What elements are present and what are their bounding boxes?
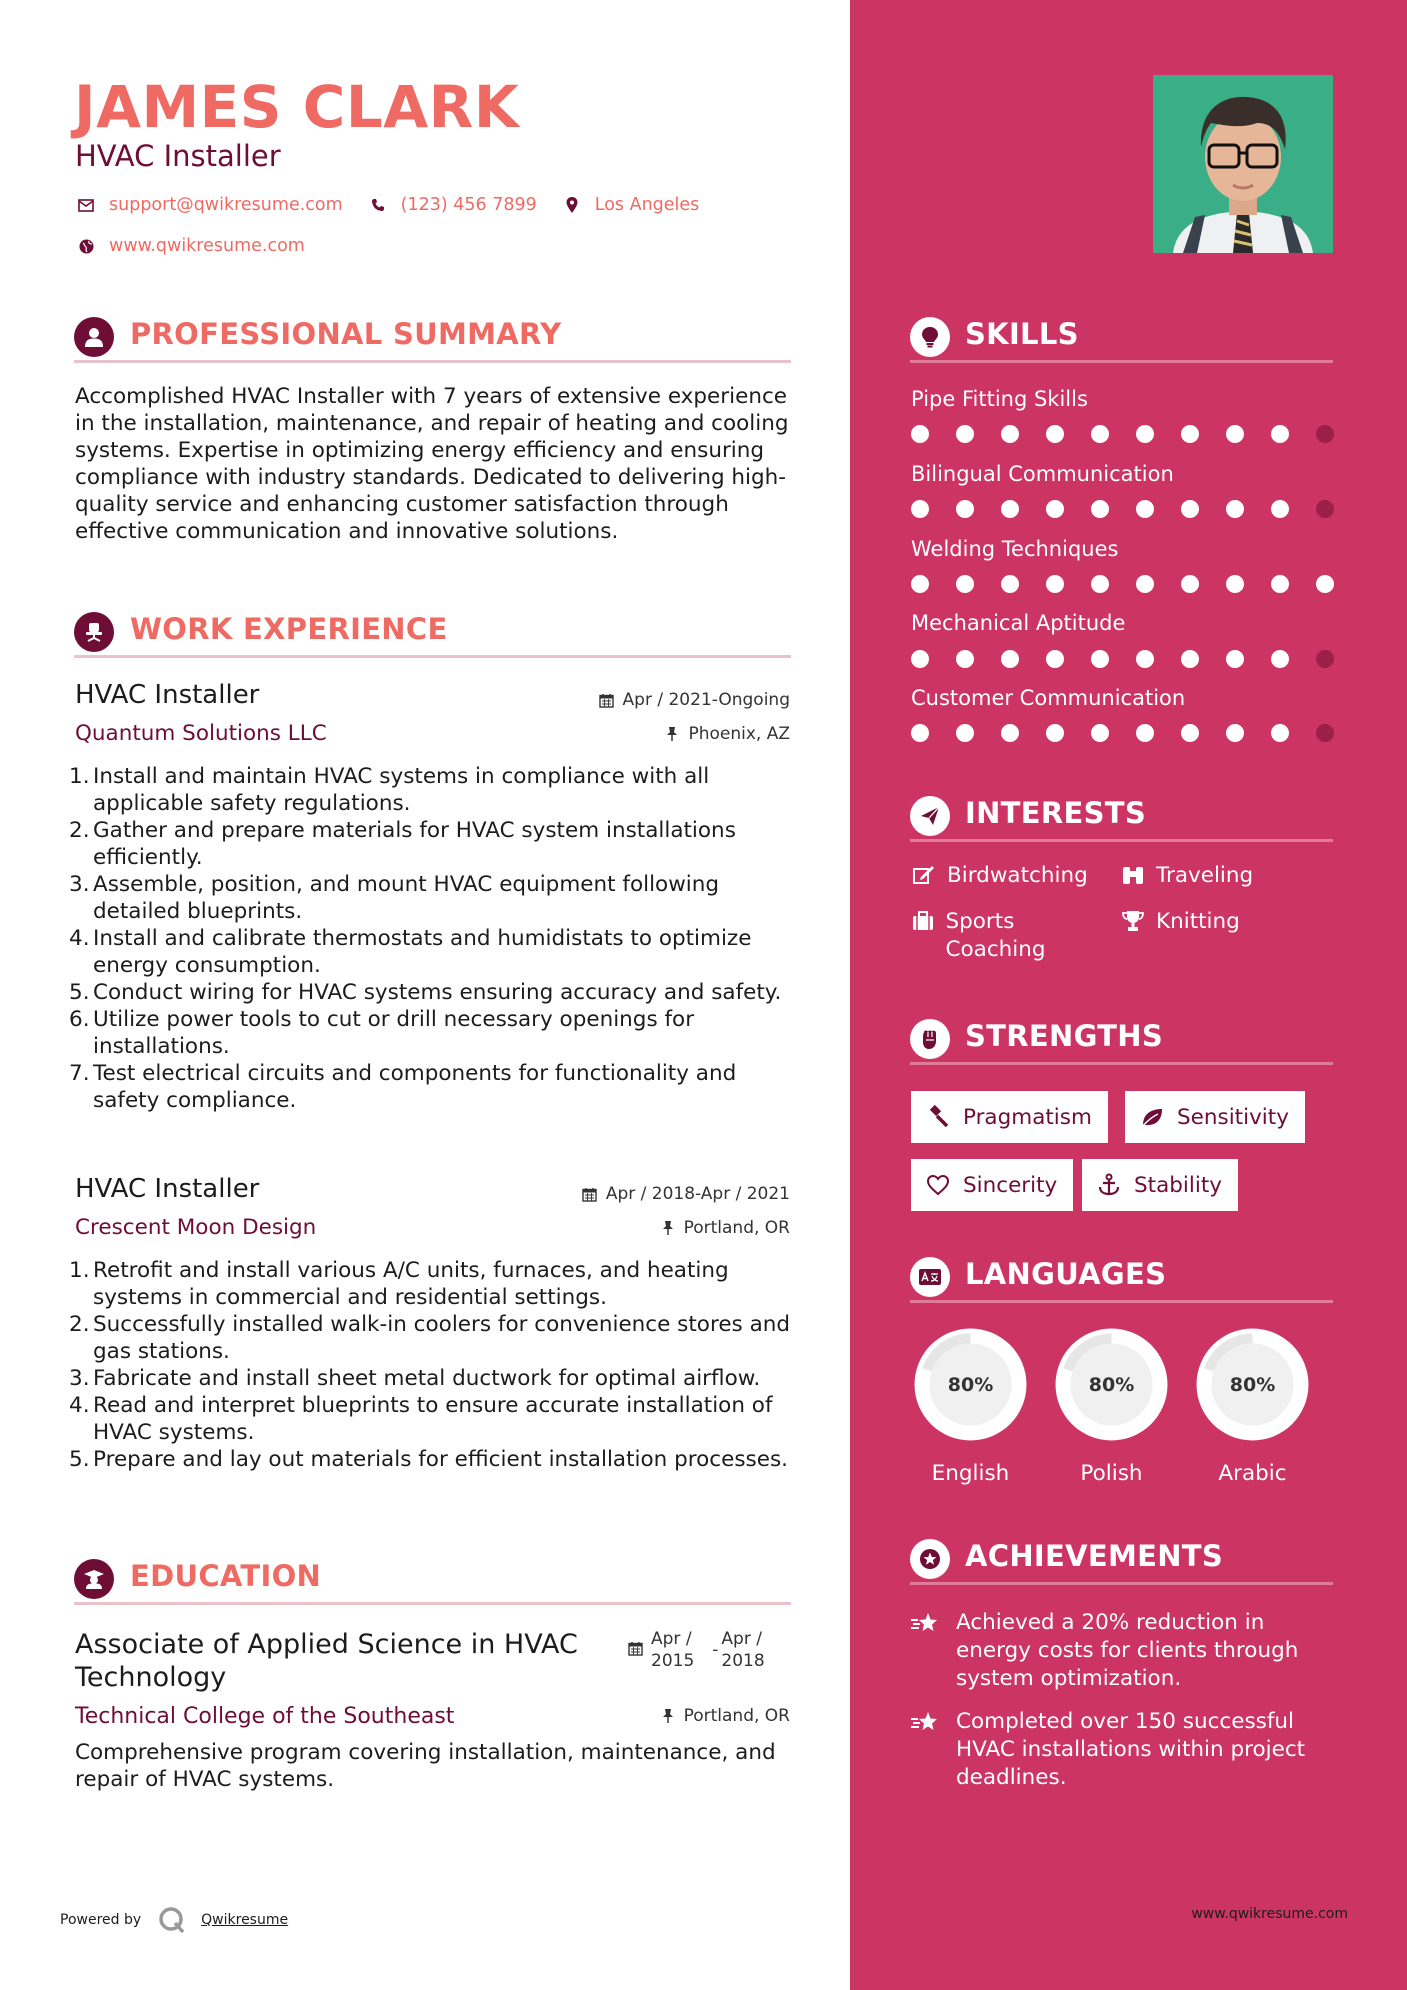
education-dates	[628, 1628, 765, 1672]
skill-rating	[911, 425, 1361, 443]
fist-icon	[910, 1019, 950, 1059]
education-title: EDUCATION	[130, 1559, 322, 1593]
rating-dot-filled	[1271, 724, 1289, 742]
rating-dot-filled	[1271, 425, 1289, 443]
interest-label: Traveling	[1156, 863, 1254, 888]
powered-by	[60, 1905, 288, 1935]
job-title: HVAC Installer	[75, 680, 260, 710]
language-progress-ring	[908, 1322, 1033, 1447]
interest-label: Sports Coaching	[945, 909, 1046, 962]
rating-dot-filled	[1136, 575, 1154, 593]
language-progress-ring	[1190, 1322, 1315, 1447]
education-end	[721, 1628, 764, 1672]
job-dates	[599, 690, 790, 710]
strengths-title: STRENGTHS	[965, 1019, 1164, 1053]
job-location	[660, 1218, 790, 1238]
job-dates-text: Apr / 2018-Apr / 2021	[605, 1184, 790, 1204]
rating-dot-filled	[1091, 500, 1109, 518]
strength-badge	[911, 1159, 1073, 1211]
rating-dot-filled	[1181, 650, 1199, 668]
strength-label: Sincerity	[963, 1172, 1058, 1198]
strength-badge	[1125, 1091, 1305, 1143]
list-item: Read and interpret blueprints to ensure accurate installation of HVAC systems.	[93, 1393, 773, 1445]
job-location	[664, 724, 790, 744]
interests-section-header	[910, 792, 1333, 842]
interests-title: INTERESTS	[965, 796, 1147, 830]
anchor-icon	[1096, 1172, 1122, 1198]
language-percent: 80%	[1088, 1374, 1135, 1396]
rating-dot-filled	[911, 724, 929, 742]
rating-dot-filled	[1226, 500, 1244, 518]
interest-item	[1120, 908, 1240, 936]
strength-label: Sensitivity	[1177, 1104, 1289, 1130]
rating-dot-filled	[1091, 575, 1109, 593]
language-item	[1190, 1322, 1315, 1486]
interest-item	[1120, 862, 1253, 890]
degree-title: Associate of Applied Science in HVAC Technology	[75, 1629, 578, 1693]
map-marker-icon	[561, 194, 583, 216]
language-percent: 80%	[1229, 1374, 1276, 1396]
binoculars-icon	[1120, 862, 1146, 888]
experience-section-header	[74, 608, 791, 658]
rating-dot-filled	[1091, 425, 1109, 443]
language-percent: 80%	[947, 1374, 994, 1396]
interest-label: Birdwatching	[947, 863, 1088, 888]
rating-dot-filled	[911, 650, 929, 668]
rating-dot-filled	[1001, 650, 1019, 668]
summary-title: PROFESSIONAL SUMMARY	[130, 317, 562, 351]
rating-dot-filled	[956, 500, 974, 518]
lightbulb-icon	[910, 317, 950, 357]
rating-dot-filled	[1001, 500, 1019, 518]
strength-label: Stability	[1134, 1172, 1222, 1198]
rating-dot-filled	[1091, 650, 1109, 668]
rating-dot-filled	[1181, 500, 1199, 518]
rating-dot-filled	[1271, 650, 1289, 668]
strength-badge	[1082, 1159, 1238, 1211]
list-item: Conduct wiring for HVAC systems ensuring accuracy and safety.	[93, 980, 782, 1005]
skill-name: Bilingual Communication	[911, 462, 1174, 486]
leaf-icon	[1139, 1104, 1165, 1130]
strengths-section-header	[910, 1015, 1333, 1065]
rating-dot-filled	[1091, 724, 1109, 742]
rating-dot-filled	[1316, 575, 1334, 593]
language-item	[1049, 1322, 1174, 1486]
skills-title: SKILLS	[965, 317, 1079, 351]
languages-title: LANGUAGES	[965, 1257, 1167, 1291]
rating-dot-filled	[1046, 575, 1064, 593]
achievement-text: Achieved a 20% reduction in energy costs for clients through system optimization.	[956, 1610, 1299, 1691]
gavel-icon	[925, 1104, 951, 1130]
list-item: Fabricate and install sheet metal ductwork for optimal airflow.	[93, 1366, 761, 1391]
education-start	[651, 1628, 694, 1672]
list-item: Successfully installed walk-in coolers for convenience stores and gas stations.	[93, 1312, 791, 1364]
email-link[interactable]: support@qwikresume.com	[109, 195, 343, 215]
language-item	[908, 1322, 1033, 1486]
achievement-text: Completed over 150 successful HVAC installations within project deadlines.	[956, 1709, 1306, 1790]
language-progress-ring	[1049, 1322, 1174, 1447]
globe-icon	[75, 235, 97, 257]
skill-name: Mechanical Aptitude	[911, 611, 1126, 635]
rating-dot-filled	[1226, 724, 1244, 742]
rating-dot-filled	[1226, 575, 1244, 593]
list-item: Install and maintain HVAC systems in compliance with all applicable safety regulations.	[93, 764, 710, 816]
skill-name: Pipe Fitting Skills	[911, 387, 1088, 411]
powered-by-label: Powered by	[60, 1912, 142, 1928]
paper-plane-icon	[910, 796, 950, 836]
strength-badge	[911, 1091, 1108, 1143]
rating-dot-filled	[1046, 425, 1064, 443]
school-location	[660, 1706, 790, 1726]
graduate-icon	[74, 1559, 114, 1599]
calendar-icon	[628, 1640, 643, 1672]
rating-dot-empty	[1316, 650, 1334, 668]
skill-rating	[911, 500, 1361, 518]
job-dates	[582, 1184, 790, 1204]
interest-item	[911, 908, 1111, 964]
rating-dot-filled	[1271, 500, 1289, 518]
rating-dot-filled	[956, 724, 974, 742]
rating-dot-filled	[1046, 650, 1064, 668]
skill-name: Welding Techniques	[911, 537, 1119, 561]
job-duties	[69, 1257, 799, 1473]
phone-number: (123) 456 7899	[400, 195, 537, 215]
shooting-star-icon	[910, 1708, 944, 1736]
pushpin-icon	[660, 1220, 676, 1236]
job-location-text: Phoenix, AZ	[688, 724, 790, 744]
experience-title: WORK EXPERIENCE	[130, 612, 448, 646]
achievements-section-header	[910, 1535, 1333, 1585]
rating-dot-filled	[1226, 425, 1244, 443]
edit-icon	[911, 862, 937, 888]
interest-item	[911, 862, 1088, 890]
rating-dot-filled	[911, 575, 929, 593]
skill-rating	[911, 575, 1361, 593]
education-start-year: 2015	[651, 1651, 695, 1671]
rating-dot-filled	[956, 650, 974, 668]
rating-dot-filled	[1271, 575, 1289, 593]
rating-dot-filled	[1046, 500, 1064, 518]
star-badge-icon	[910, 1539, 950, 1579]
rating-dot-filled	[1136, 650, 1154, 668]
list-item: Gather and prepare materials for HVAC system installations efficiently.	[93, 818, 736, 870]
rating-dot-filled	[956, 575, 974, 593]
office-chair-icon	[74, 612, 114, 652]
rating-dot-empty	[1316, 724, 1334, 742]
rating-dot-filled	[911, 500, 929, 518]
rating-dot-filled	[1181, 575, 1199, 593]
website-link[interactable]: www.qwikresume.com	[109, 236, 305, 256]
rating-dot-filled	[1181, 724, 1199, 742]
calendar-icon	[582, 1186, 598, 1202]
strength-label: Pragmatism	[963, 1104, 1092, 1130]
contact-line-1	[75, 194, 723, 216]
list-item: Prepare and lay out materials for efficient installation processes.	[93, 1447, 788, 1472]
phone-icon	[367, 194, 389, 216]
rating-dot-filled	[1001, 425, 1019, 443]
education-description: Comprehensive program covering installation, maintenance, and repair of HVAC systems.	[75, 1740, 776, 1792]
education-start-month: Apr /	[651, 1629, 692, 1649]
user-icon	[74, 317, 114, 357]
heart-icon	[925, 1172, 951, 1198]
skill-rating	[911, 650, 1361, 668]
list-item: Assemble, position, and mount HVAC equipment following detailed blueprints.	[93, 872, 720, 924]
education-end-month: Apr /	[721, 1629, 762, 1649]
achievement-item	[910, 1708, 1330, 1792]
rating-dot-empty	[1316, 500, 1334, 518]
list-item: Install and calibrate thermostats and humidistats to optimize energy consumption.	[93, 926, 752, 978]
candidate-role: HVAC Installer	[75, 139, 281, 173]
education-end-year: 2018	[721, 1651, 765, 1671]
rating-dot-filled	[1046, 724, 1064, 742]
footer-website[interactable]: www.qwikresume.com	[1191, 1906, 1348, 1922]
skill-name: Customer Communication	[911, 686, 1186, 710]
achievements-title: ACHIEVEMENTS	[965, 1539, 1224, 1573]
pushpin-icon	[660, 1708, 676, 1724]
rating-dot-filled	[1001, 575, 1019, 593]
location: Los Angeles	[594, 195, 700, 215]
qwikresume-logo-icon	[157, 1905, 187, 1935]
list-item: Test electrical circuits and components for functionality and safety compliance.	[93, 1061, 737, 1113]
date-separator: -	[712, 1640, 719, 1660]
rating-dot-filled	[1226, 650, 1244, 668]
rating-dot-empty	[1316, 425, 1334, 443]
trophy-icon	[1120, 908, 1146, 934]
language-name: Polish	[1080, 1461, 1143, 1486]
school-location-text: Portland, OR	[683, 1706, 790, 1726]
rating-dot-filled	[911, 425, 929, 443]
profile-photo	[1153, 75, 1333, 253]
rating-dot-filled	[1181, 425, 1199, 443]
contact-line-2	[75, 235, 329, 257]
language-icon	[910, 1257, 950, 1297]
skills-section-header	[910, 313, 1333, 363]
pushpin-icon	[664, 726, 680, 742]
job-title: HVAC Installer	[75, 1174, 260, 1204]
list-item: Utilize power tools to cut or drill necessary openings for installations.	[93, 1007, 695, 1059]
job-company: Quantum Solutions LLC	[75, 721, 327, 746]
rating-dot-filled	[1001, 724, 1019, 742]
qwikresume-link[interactable]: Qwikresume	[201, 1912, 289, 1928]
education-section-header	[74, 1555, 791, 1605]
rating-dot-filled	[1136, 425, 1154, 443]
job-dates-text: Apr / 2021-Ongoing	[622, 690, 790, 710]
list-item: Retrofit and install various A/C units, furnaces, and heating systems in commercial and residential settings.	[93, 1258, 729, 1310]
languages-section-header	[910, 1253, 1333, 1303]
summary-text: Accomplished HVAC Installer with 7 years of extensive experience in the installation, maintenance, and repair of heating and cooling systems. Expertise in optimizing energy efficiency and ensuring compliance with industry standards. Dedicated to delivering high-quality service and enhancing customer satisfaction through effective communication and innovative solutions.	[75, 384, 789, 544]
job-location-text: Portland, OR	[683, 1218, 790, 1238]
skill-rating	[911, 724, 1361, 742]
shooting-star-icon	[910, 1609, 944, 1637]
interest-label: Knitting	[1156, 909, 1240, 934]
achievement-item	[910, 1609, 1330, 1693]
job-duties	[69, 763, 799, 1114]
candidate-name: JAMES CLARK	[74, 73, 520, 141]
calendar-icon	[599, 692, 615, 708]
rating-dot-filled	[956, 425, 974, 443]
summary-section-header	[74, 313, 791, 363]
briefcase-icon	[911, 908, 935, 934]
rating-dot-filled	[1136, 500, 1154, 518]
rating-dot-filled	[1136, 724, 1154, 742]
language-name: English	[931, 1461, 1010, 1486]
job-company: Crescent Moon Design	[75, 1215, 317, 1240]
language-name: Arabic	[1218, 1461, 1287, 1486]
school-name: Technical College of the Southeast	[75, 1704, 455, 1729]
envelope-icon	[75, 194, 97, 216]
